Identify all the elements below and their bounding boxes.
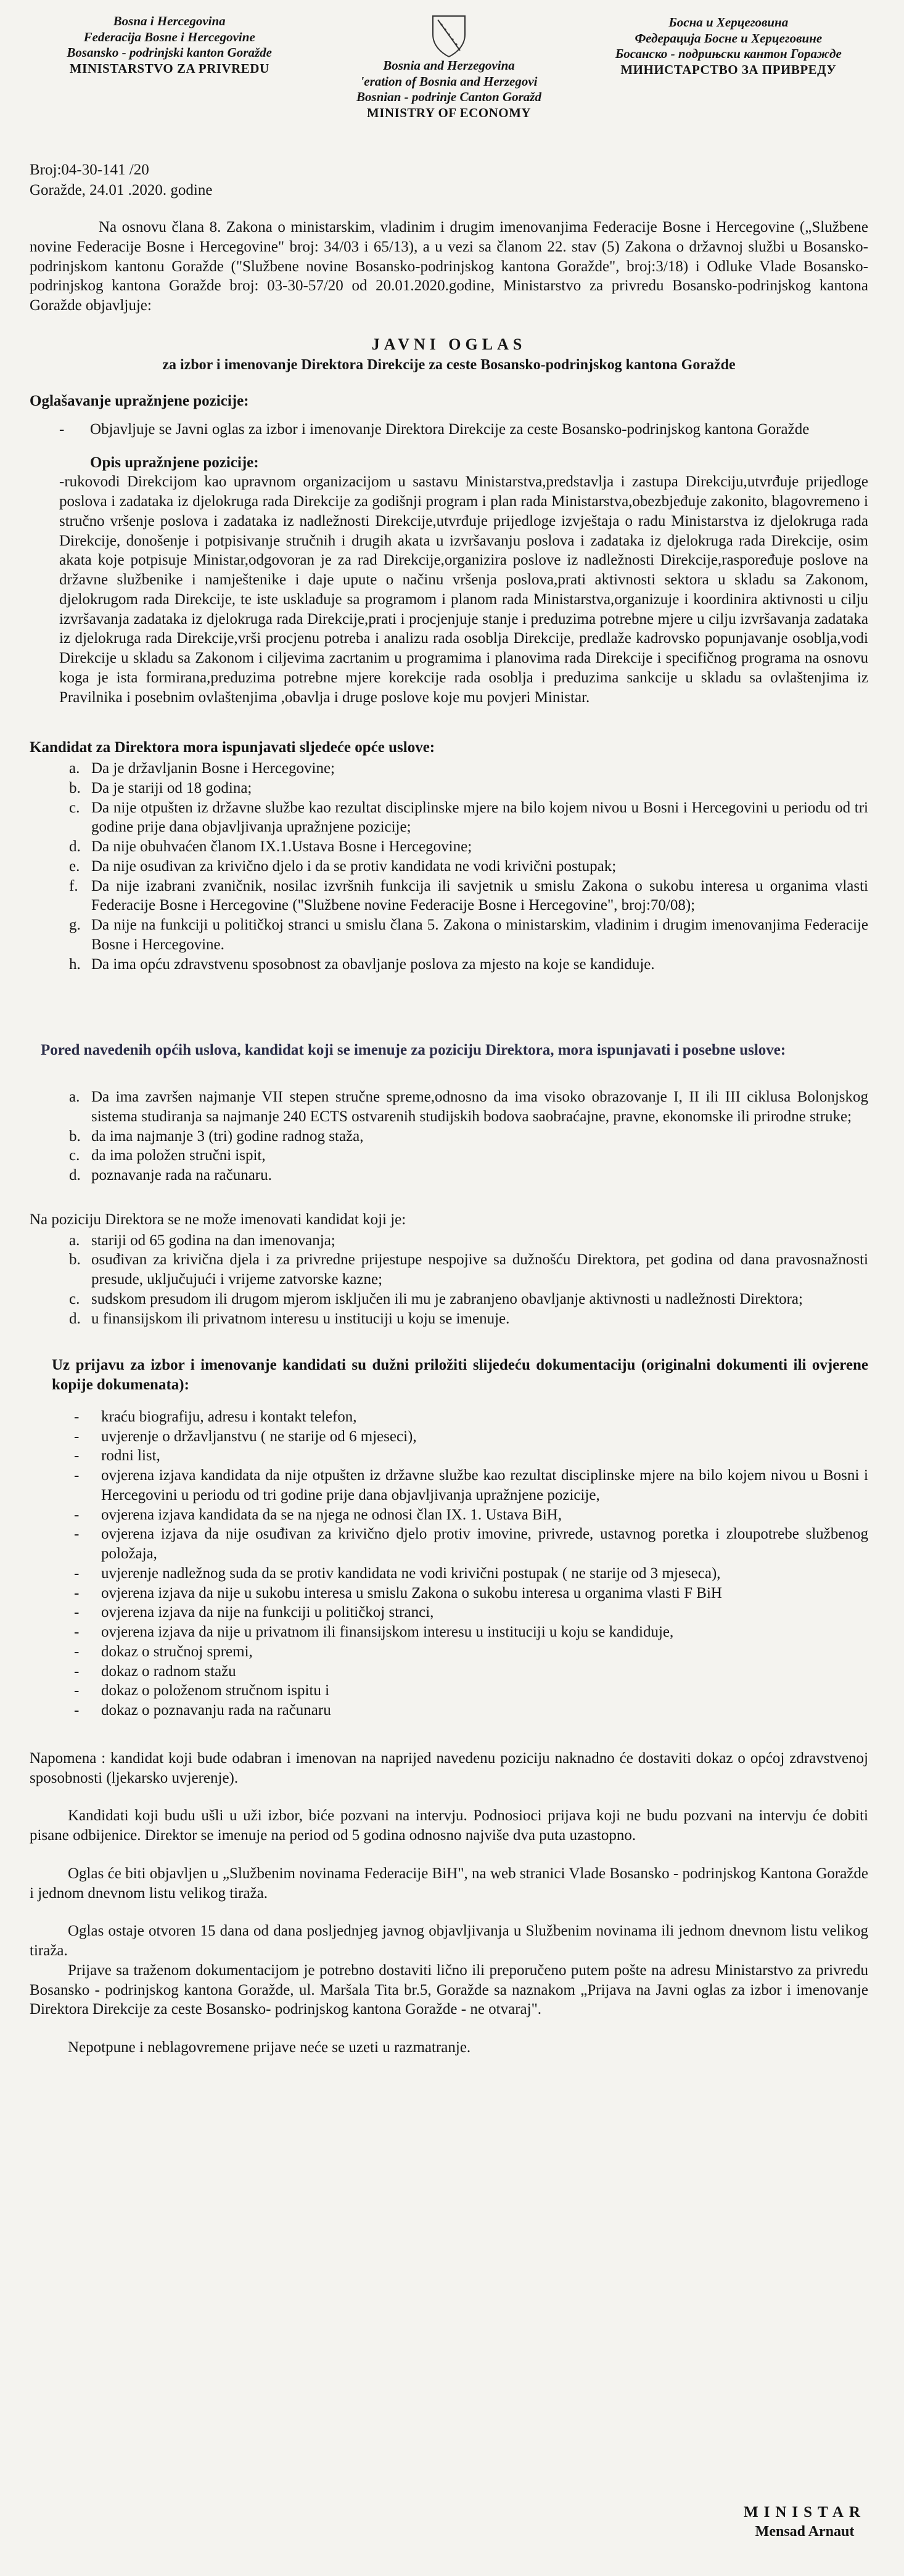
incomplete-notice: Nepotpune i neblagovremene prijave neće se uzeti u razmatranje. bbox=[68, 2039, 471, 2056]
list-item: - dokaz o stručnoj spremi, bbox=[30, 1642, 868, 1662]
section-heading: Pored navedenih općih uslova, kandidat koji se imenuje za poziciju Direktora, mora ispunjavati i posebne uslove: bbox=[41, 1042, 786, 1059]
list-item: - ovjerena izjava kandidata da nije otpušten iz državne službe kao rezultat disciplinske mjere na bilo kojem nivou u Bosni i Hercegovini u periodu od tri godine prije dana objavljivanja upražnjene pozicije, bbox=[30, 1466, 868, 1505]
list-item-text: stariji od 65 godina na dan imenovanja; bbox=[91, 1232, 335, 1249]
reference-date: Goražde, 24.01 .2020. godine bbox=[30, 181, 213, 198]
list-item: - ovjerena izjava da nije na funkciji u političkoj stranci, bbox=[30, 1603, 868, 1622]
list-item-text: Da nije na funkciji u političkoj stranci u smislu člana 5. Zakona o ministarskim, vladinim i drugim imenovanjima Federacije Bosne i Hercegovine. bbox=[91, 917, 868, 953]
list-marker: b. bbox=[69, 1251, 81, 1269]
list-item bbox=[30, 779, 868, 798]
list-item-text: Da ima opću zdravstvenu sposobnost za obavljanje poslova za mjesto na koje se kandiduje. bbox=[91, 955, 655, 973]
list-marker: g. bbox=[69, 917, 81, 934]
list-item: - ovjerena izjava da nije u sukobu interesa u smislu Zakona o sukobu interesa u organima vlasti F BiH bbox=[30, 1584, 868, 1603]
list-item: - ovjerena izjava da nije osuđivan za krivično djelo protiv imovine, privrede, ustavnog poretka i zloupotrebe službenog položaja, bbox=[30, 1524, 868, 1564]
list-item bbox=[30, 877, 868, 916]
list-item bbox=[30, 1166, 868, 1185]
document-subtitle: za izbor i imenovanje Direktora Direkcije za ceste Bosansko-podrinjskog kantona Goražde bbox=[162, 356, 736, 373]
special-conditions-list bbox=[30, 1087, 868, 1185]
list-item bbox=[30, 759, 868, 779]
list-item: - uvjerenje o državljanstvu ( ne starije od 6 mjeseci), bbox=[30, 1427, 868, 1447]
list-item-text: Da nije izabrani zvaničnik, nosilac izvršnih funkcija ili savjetnik u smislu Zakona o sukobu interesa u organima vlasti Federacije Bosne i Hercegovine ("Službene novine Federacije Bosne i Hercegovine", broj:70/08); bbox=[91, 877, 868, 914]
letterhead-ministry-name: MINISTRY OF ECONOMY bbox=[366, 105, 532, 120]
letterhead-line: Bosna i Hercegovina bbox=[113, 14, 226, 28]
note-paragraph: Napomena : kandidat koji bude odabran i imenovan na naprijed navedenu poziciju naknadno će dostaviti dokaz o općoj zdravstvenoj sposobnosti (ljekarsko uvjerenje). bbox=[30, 1749, 868, 1786]
list-item-text: Da je državljanin Bosne i Hercegovine; bbox=[91, 760, 335, 777]
signatory-role: MINISTAR bbox=[744, 2504, 866, 2521]
list-marker: d. bbox=[69, 1310, 81, 1327]
signature-block bbox=[744, 2503, 866, 2541]
list-item bbox=[30, 837, 868, 857]
list-item-text: da ima najmanje 3 (tri) godine radnog staža, bbox=[91, 1127, 364, 1145]
letterhead-line: Bosnian - podrinje Canton Goražd bbox=[356, 89, 541, 105]
letterhead-line: Federacija Bosne i Hercegovine bbox=[83, 29, 255, 44]
list-item: - Objavljuje se Javni oglas za izbor i imenovanje Direktora Direkcije za ceste Bosansko-podrinjskog kantona Goražde bbox=[30, 420, 868, 440]
reference-number: Broj:04-30-141 /20 bbox=[30, 162, 149, 178]
list-item: - rodni list, bbox=[30, 1446, 868, 1466]
document-title: JAVNI OGLAS bbox=[371, 335, 527, 353]
list-item bbox=[30, 1087, 868, 1127]
letterhead-line: Bosnia and Herzegovina bbox=[383, 58, 515, 73]
list-marker: a. bbox=[69, 760, 80, 777]
list-item: - kraću biografiju, adresu i kontakt telefon, bbox=[30, 1407, 868, 1427]
list-marker: a. bbox=[69, 1089, 80, 1106]
list-marker: b. bbox=[69, 779, 81, 796]
list-item: - ovjerena izjava kandidata da se na njega ne odnosi član IX. 1. Ustava BiH, bbox=[30, 1505, 868, 1525]
letterhead-line: Bosansko - podrinjski kanton Goražde bbox=[67, 45, 272, 60]
publication-paragraph: Oglas će biti objavljen u „Službenim novinama Federacije BiH", na web stranici Vlade Bosansko - podrinjskog Kantona Goražde i jednom dnevnom listu velikog tiraža. bbox=[30, 1865, 868, 1902]
list-marker: f. bbox=[69, 877, 78, 894]
list-item-text: Da ima završen najmanje VII stepen stručne spreme,odnosno da ima visoko obrazovanje I, II ili III ciklusa Bolonjskog sistema studiranja sa najmanje 240 ECTS ostvarenih studijskih bodova saobraćajne, pravne, ekonomske ili prirodne struke; bbox=[91, 1089, 868, 1125]
list-marker: c. bbox=[69, 1290, 80, 1307]
letterhead bbox=[30, 14, 868, 149]
letterhead-english bbox=[309, 14, 588, 121]
description-text: -rukovodi Direkcijom kao upravnom organizacijom u sastavu Ministarstva,predstavlja i zastupa Direkciju,utvrđuje prijedloge poslova i zadataka iz djelokruga rada Direkcije za godišnji program i plan rada Ministarstva,obezbjeđuje zakonito, blagovremeno i stručno vršenje poslova i zadataka iz nadležnosti Direkcije,utvrđuje prijedloge izvještaja o radu Ministarstva iz djelokruga rada Direkcije, donošenje i potpisivanje stručnih i drugih akata u izvršavanju poslova i zadataka iz djelokruga rada Direkcije, osim akata koje potpisuje Ministar,odgovoran je za rad Direkcije,organizira poslove iz nadležnosti Direkcije,raspoređuje poslove na državne službenike i namještenike i daje upute o načinu vršenja poslova,prati aktivnosti sektora u skladu sa Zakonom, djelokrugom rada Direkcije, te iste usklađuje sa programom i planom rada Ministarstva,organizuje i koordinira aktivnosti u cilju izvršavanja zadataka iz djelokruga rada Direkcije,prati i procjenjuje stanje i preduzima potrebne mjere u cilju izvršavanja zadataka iz djelokruga rada Direkcije,vrši procjenu potreba i analizu rada osoblja Direkcije, predlaže kadrovsko popunjavanje osoblja,vodi Direkcije u skladu sa Zakonom i ciljevima zacrtanim u programima i planovima rada Direkcije i specifičnog programa na osnovu koga je ista formirana,preduzima potrebne mjere korekcije rada osoblja i preduzima sankcije u skladu sa ovlaštenjima iz Pravilnika i posebnim ovlaštenjima ,obavlja i druge poslove koje mu povjeri Ministar. bbox=[59, 473, 868, 706]
section-heading: Kandidat za Direktora mora ispunjavati sljedeće opće uslove: bbox=[30, 739, 435, 756]
letterhead-line: Босанско - подрињски кантон Горажде bbox=[615, 46, 842, 62]
list-item-text: sudskom presudom ili drugom mjerom isključen ili mu je zabranjeno obavljanje aktivnosti u nadležnosti Direktora; bbox=[91, 1290, 803, 1307]
list-item-text: Da nije osuđivan za krivično djelo i da se protiv kandidata ne vodi krivični postupak; bbox=[91, 857, 617, 875]
announcement-list bbox=[30, 420, 868, 440]
list-item bbox=[30, 1290, 868, 1309]
list-item bbox=[30, 857, 868, 877]
deadline-paragraph: Oglas ostaje otvoren 15 dana od dana posljednjeg javnog objavljivanja u Službenim novinama ili jednom dnevnom listu velikog tiraža. bbox=[30, 1923, 868, 1960]
list-item bbox=[30, 915, 868, 955]
list-item bbox=[30, 1146, 868, 1166]
list-marker: h. bbox=[69, 955, 81, 973]
list-item: - dokaz o radnom stažu bbox=[30, 1662, 868, 1682]
list-item bbox=[30, 1231, 868, 1251]
list-item bbox=[30, 1127, 868, 1147]
list-marker: e. bbox=[69, 857, 80, 875]
section-heading: Opis upražnjene pozicije: bbox=[90, 454, 259, 471]
intro-paragraph: Na osnovu člana 8. Zakona o ministarskim, vladinim i drugim imenovanjima Federacije Bosne i Hercegovine („Službene novine Federacije Bosne i Hercegovine" broj: 34/03 i 65/13), a u vezi sa članom 22. stav (5) Zakona o državnoj službi u Bosansko-podrinjskom kantonu Goražde ("Službene novine Bosansko-podrinjskog kantona Goražde", broj:3/18) i Odluke Vlade Bosansko-podrinjskog kantona Goražde broj: 03-30-57/20 od 20.01.2020.godine, Ministarstvo za privredu Bosansko-podrinjskog kantona Goražde objavljuje: bbox=[30, 219, 868, 314]
list-marker: c. bbox=[69, 799, 80, 816]
list-marker: d. bbox=[69, 838, 81, 856]
letterhead-line: Федерација Босне и Херцеговине bbox=[635, 30, 823, 46]
exclusions-list bbox=[30, 1231, 868, 1329]
coat-of-arms-icon bbox=[429, 14, 469, 58]
list-item-text: Da je stariji od 18 godina; bbox=[91, 779, 252, 796]
list-item bbox=[30, 1250, 868, 1290]
letterhead-cyrillic bbox=[589, 14, 868, 78]
signatory-name: Mensad Arnaut bbox=[755, 2523, 855, 2540]
list-item-text: u finansijskom ili privatnom interesu u instituciji u koju se imenuje. bbox=[91, 1310, 510, 1327]
documents-list bbox=[30, 1407, 868, 1720]
letterhead-bosnian bbox=[30, 14, 309, 76]
list-item bbox=[30, 798, 868, 838]
letterhead-ministry-name: MINISTARSTVO ZA PRIVREDU bbox=[69, 60, 269, 76]
list-item: - dokaz o položenom stručnom ispitu i bbox=[30, 1681, 868, 1701]
section-heading: Na poziciju Direktora se ne može imenovati kandidat koji je: bbox=[30, 1211, 406, 1228]
list-item-text: Da nije otpušten iz državne službe kao rezultat disciplinske mjere na bilo kojem nivou u Bosni i Hercegovini u periodu od tri godine prije dana objavljivanja upražnjene pozicije; bbox=[91, 799, 868, 836]
list-item: - uvjerenje nadležnog suda da se protiv kandidata ne vodi krivični postupak ( ne starije od 3 mjeseca), bbox=[30, 1564, 868, 1584]
list-item: - ovjerena izjava da nije u privatnom ili finansijskom interesu u instituciji u koju se kandiduje, bbox=[30, 1622, 868, 1642]
position-description bbox=[30, 453, 868, 708]
list-marker: c. bbox=[69, 1147, 80, 1164]
list-item-text: da ima položen stručni ispit, bbox=[91, 1147, 266, 1164]
document-reference bbox=[30, 160, 868, 200]
list-item bbox=[30, 1309, 868, 1329]
general-conditions-list bbox=[30, 759, 868, 974]
list-marker: a. bbox=[69, 1232, 80, 1249]
list-item-text: poznavanje rada na računaru. bbox=[91, 1167, 272, 1184]
section-heading: Oglašavanje upražnjene pozicije: bbox=[30, 393, 249, 410]
list-item: - dokaz o poznavanju rada na računaru bbox=[30, 1701, 868, 1720]
letterhead-ministry-name: МИНИСТАРСТВО ЗА ПРИВРЕДУ bbox=[620, 62, 837, 77]
list-item bbox=[30, 955, 868, 975]
section-heading: Uz prijavu za izbor i imenovanje kandidati su dužni priložiti slijedeću dokumentaciju (originalni dokumenti ili ovjerene kopije dokumenata): bbox=[52, 1357, 868, 1394]
list-item-text: Da nije obuhvaćen članom IX.1.Ustava Bosne i Hercegovine; bbox=[91, 838, 472, 856]
list-marker: b. bbox=[69, 1127, 81, 1145]
list-marker: d. bbox=[69, 1167, 81, 1184]
submission-paragraph: Prijave sa traženom dokumentacijom je potrebno dostaviti lično ili preporučeno putem pošte na adresu Ministarstvo za privredu Bosansko - podrinjskog kantona Goražde, ul. Maršala Tita br.5, Goražde sa naznakom „Prijava na Javni oglas za izbor i imenovanje Direktora Direkcije za ceste Bosansko- podrinjskog kantona Goražde - ne otvaraj". bbox=[30, 1961, 868, 2018]
interview-paragraph: Kandidati koji budu ušli u uži izbor, biće pozvani na intervju. Podnosioci prijava koji ne budu pozvani na intervju će dobiti pisane odbijenice. Direktor se imenuje na period od 5 godina odnosno najviše dva puta uzastopno. bbox=[30, 1807, 868, 1844]
list-item-text: osuđivan za krivična djela i za privredne prijestupe nespojive sa dužnošću Direktora, pet godina od dana pravosnažnosti presude, uključujući i vrijeme zatvorske kazne; bbox=[91, 1251, 868, 1288]
letterhead-line: Босна и Херцеговина bbox=[668, 15, 789, 30]
letterhead-line: 'eration of Bosnia and Herzegovi bbox=[360, 73, 538, 89]
